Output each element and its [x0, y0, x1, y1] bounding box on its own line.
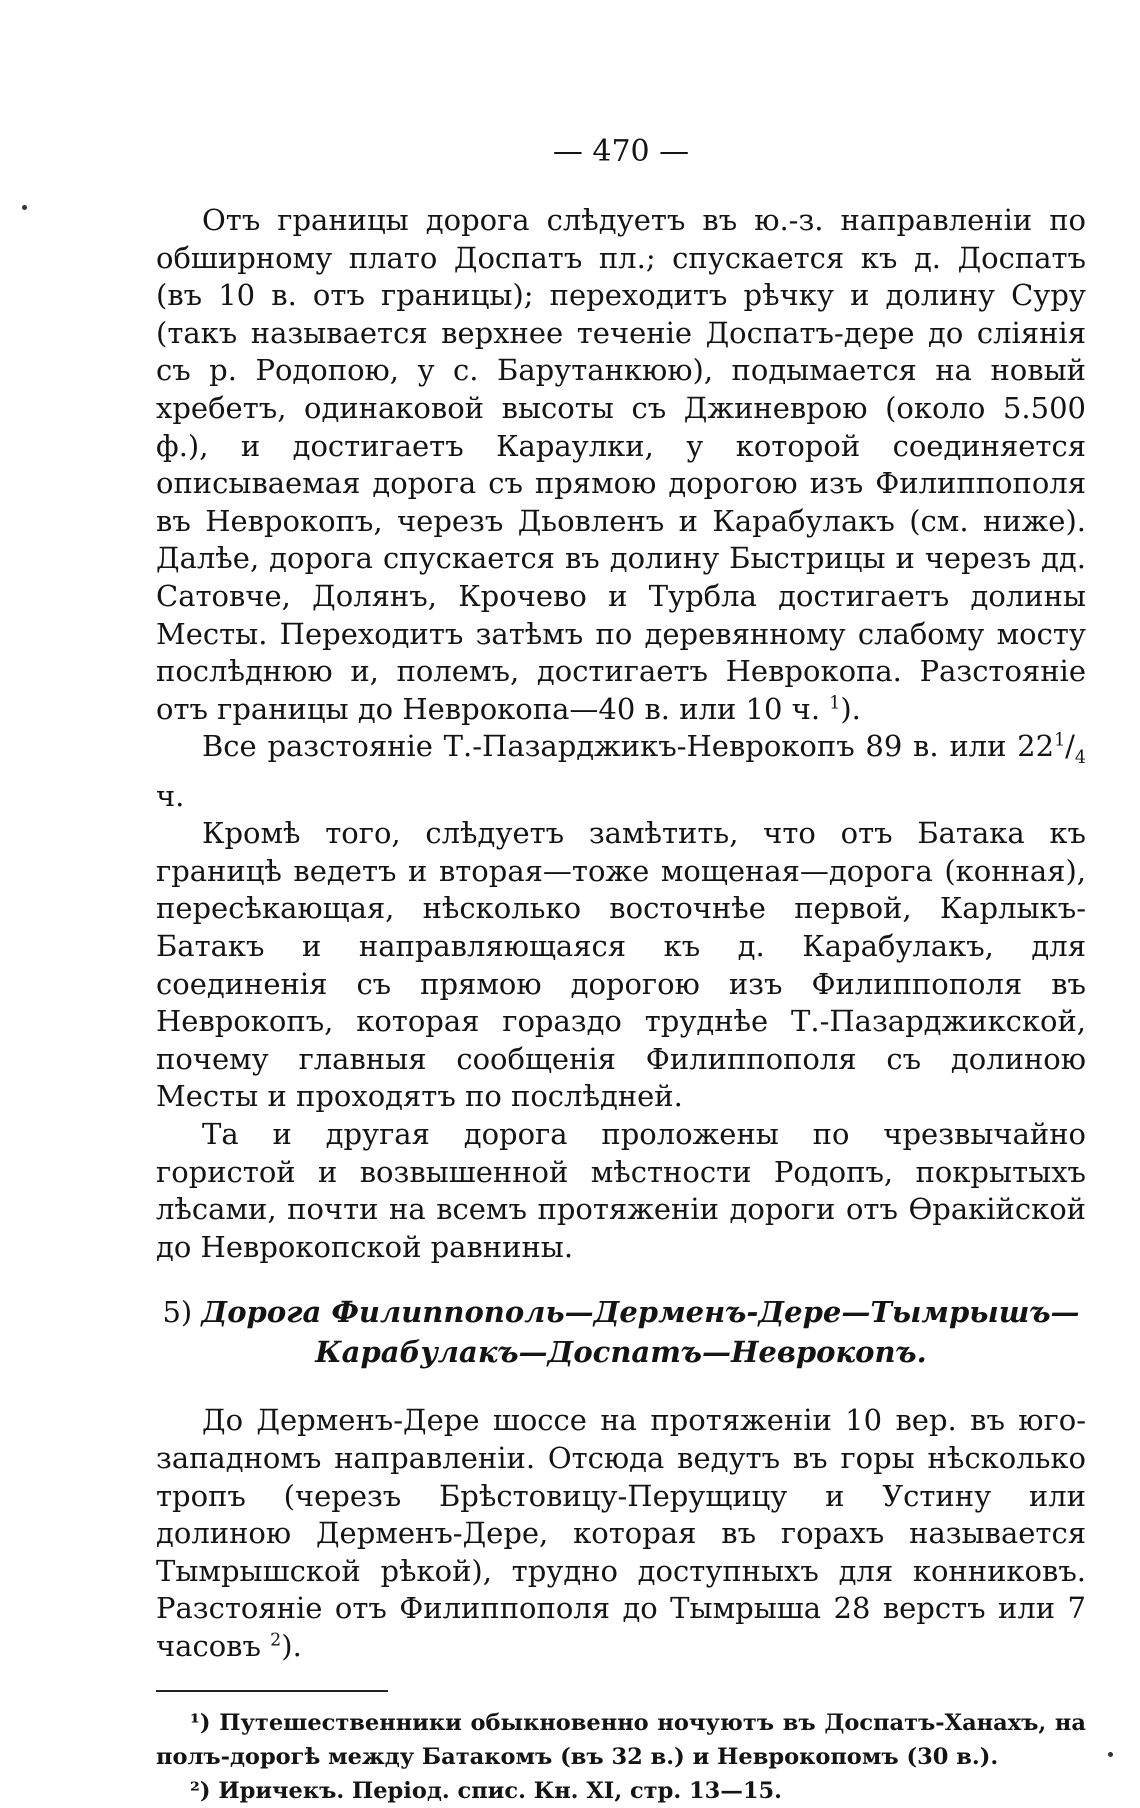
paragraph-tail: ).: [840, 691, 861, 726]
fraction-denominator: 4: [1074, 748, 1086, 769]
footnote-text: Путешественники обыкновенно ночуютъ въ Доспатъ-Ханахъ, на полъ-дорогѣ между Батакомъ (въ 32 в.) и Неврокопомъ (30 в.).: [156, 1709, 1086, 1770]
footnote-1: [156, 1706, 1086, 1774]
section-title: Дорога Филиппополь—Дерменъ-Дере—Тымрышъ—Карабулакъ—Доспатъ—Неврокопъ.: [201, 1295, 1080, 1370]
footnote-divider: [156, 1690, 388, 1692]
section-number: 5): [162, 1295, 193, 1330]
footnote-text: Иричекъ. Період. спис. Кн. XI, стр. 13—15.: [218, 1777, 782, 1804]
fraction-numerator: 1: [1054, 730, 1066, 751]
paragraph-terrain: Та и другая дорога проложены по чрезвычайно гористой и возвышенной мѣстности Родопъ, покрытыхъ лѣсами, почти на всемъ протяженіи дороги отъ Ѳракійской до Неврокопской равнины.: [156, 1117, 1086, 1264]
distance-text: Все разстояніе Т.-Пазарджикъ-Неврокопъ 89 в. или 22: [202, 729, 1055, 764]
section-heading: [156, 1292, 1086, 1372]
distance-unit: ч.: [156, 778, 185, 813]
footnote-marker: ¹): [190, 1709, 211, 1736]
paragraph-dermen-dere: [156, 1402, 1086, 1665]
scan-speck-bottom: [1108, 1752, 1113, 1757]
fraction-slash: /: [1065, 729, 1075, 764]
paragraph-route-from-border: [156, 202, 1086, 728]
scan-speck-left: [22, 205, 27, 210]
footnote-ref-2: 2: [270, 1630, 282, 1651]
paragraph-second-road: Кромѣ того, слѣдуетъ замѣтить, что отъ Батака къ границѣ ведетъ и вторая—тоже мощеная—дорога (конная), пересѣкающая, нѣсколько восточнѣе первой, Карлыкъ-Батакъ и направляющаяся къ д. Карабулакъ, для соединенія съ прямою дорогою изъ Филиппополя въ Неврокопъ, которая гораздо труднѣе Т.-Пазарджикской, почему главныя сообщенія Филиппополя съ долиною Месты и проходятъ по послѣдней.: [156, 816, 1086, 1114]
footnote-ref-1: 1: [829, 693, 841, 714]
footnote-2: [156, 1774, 1086, 1808]
paragraph-text: Отъ границы дорога слѣдуетъ въ ю.-з. направленіи по обширному плато Доспатъ пл.; спускается къ д. Доспатъ (въ 10 в. отъ границы); переходитъ рѣчку и долину Суру (такъ называется верхнее теченіе Доспатъ-дере до сліянія съ р. Родопою, у с. Барутанкюю), подымается на новый хребетъ, одинаковой высоты съ Джиневрою (около 5.500 ф.), и достигаетъ Караулки, у которой соединяется описываемая дорога съ прямою дорогою изъ Филиппополя въ Неврокопъ, черезъ Дьовленъ и Карабулакъ (см. ниже). Далѣе, дорога спускается въ долину Быстрицы и черезъ дд. Сатовче, Долянъ, Крочево и Турбла достигаетъ долины Месты. Переходитъ затѣмъ по деревянному слабому мосту послѣднюю и, полемъ, достигаетъ Неврокопа. Разстояніе отъ границы до Неврокопа—40 в. или 10 ч.: [156, 203, 1086, 726]
footnote-marker: ²): [190, 1777, 211, 1804]
paragraph-tail: ).: [281, 1628, 302, 1663]
paragraph-text: До Дерменъ-Дере шоссе на протяженіи 10 вер. въ юго-западномъ направленіи. Отсюда ведутъ въ горы нѣсколько тропъ (черезъ Брѣстовицу-Перущицу и Устину или долиною Дерменъ-Дере, которая въ горахъ называется Тымрышской рѣкой), трудно доступныхъ для конниковъ. Разстояніе отъ Филиппополя до Тымрыша 28 верстъ или 7 часовъ: [156, 1403, 1086, 1663]
page-number: — 470 —: [552, 134, 690, 169]
paragraph-total-distance: [156, 728, 1086, 815]
book-page: [156, 132, 1086, 1808]
